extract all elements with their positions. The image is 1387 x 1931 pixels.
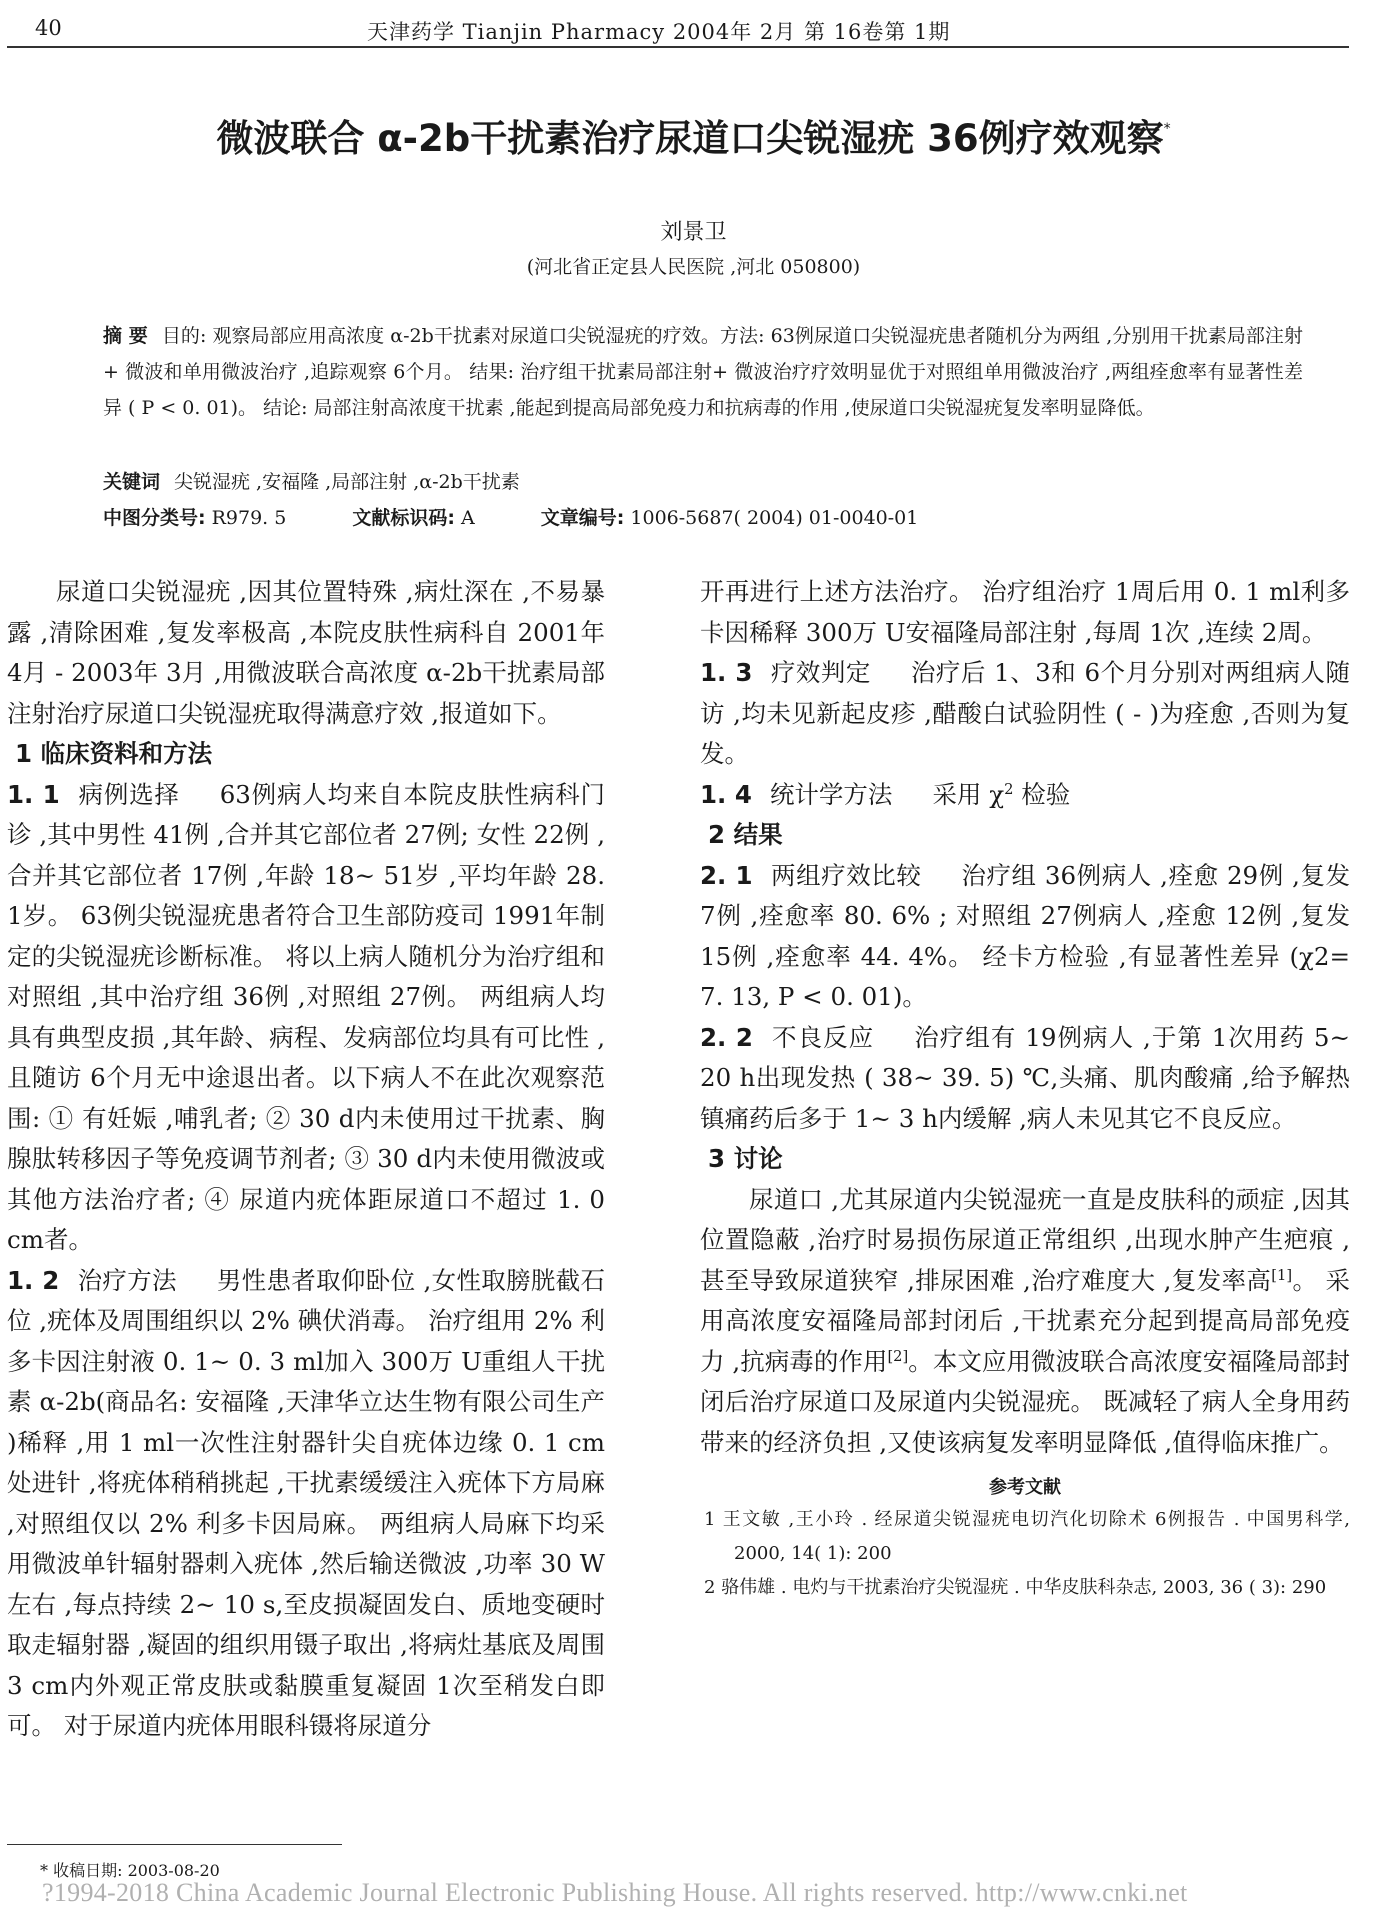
- subsection-number: 1. 3: [700, 658, 753, 687]
- author: 刘景卫: [660, 220, 727, 245]
- subsection-text: 采用 χ: [932, 779, 1005, 809]
- reference-item: 1 王文敏 ,王小玲 . 经尿道尖锐湿疣电切汽化切除术 6例报告 . 中国男科学, 2000, 14( 1): 200: [704, 1509, 1350, 1564]
- subsection-title: 两组疗效比较: [770, 860, 922, 890]
- article-title-text: 微波联合 α-2b干扰素治疗尿道口尖锐湿疣 36例疗效观察: [216, 117, 1164, 160]
- subsection-text: 治疗后 1、3和 6个月分别对两组病人随访 ,均未见新起皮疹 ,醋酸白试验阴性 ( - )为痊愈 ,否则为复发。: [700, 658, 1350, 768]
- subsection-title: 治疗方法: [77, 1265, 177, 1295]
- keywords-label: 关键词: [103, 471, 161, 493]
- body-column-left: [7, 572, 605, 1747]
- subsection-number: 1. 1: [7, 779, 60, 809]
- keywords: [103, 464, 1303, 500]
- section-3-heading: 3 讨论: [708, 1144, 783, 1173]
- journal-line: 天津药学 Tianjin Pharmacy 2004年 2月 第 16卷第 1期: [367, 20, 951, 44]
- article-title: [0, 108, 1387, 162]
- clc-value: R979. 5: [211, 507, 287, 529]
- title-footnote-mark: *: [1163, 121, 1171, 137]
- article-number-value: 1006-5687( 2004) 01-0040-01: [630, 507, 919, 529]
- subsection-2-1: [700, 856, 1350, 1018]
- discussion-text: 尿道口 ,尤其尿道内尖锐湿疣一直是皮肤科的顽症 ,因其位置隐蔽 ,治疗时易损伤尿道正常组织 ,出现水肿产生疤痕 ,甚至导致尿道狭窄 ,排尿困难 ,治疗难度大 ,复发率高: [700, 1184, 1350, 1295]
- footnote: * 收稿日期: 2003-08-20: [40, 1861, 220, 1880]
- doc-code-value: A: [461, 507, 475, 529]
- subsection-text: 治疗组 36例病人 ,痊愈 29例 ,复发 7例 ,痊愈率 80. 6% ; 对照组 27例病人 ,痊愈 12例 ,复发 15例 ,痊愈率 44. 4%。 经卡方检验 ,有显著性差异 (χ2= 7. 13, P < 0. 01)。: [700, 860, 1351, 1011]
- running-header: [7, 8, 1349, 48]
- subsection-2-2: [700, 1018, 1350, 1140]
- footnote-divider: [7, 1844, 342, 1845]
- keywords-text: 尖锐湿疣 ,安福隆 ,局部注射 ,α-2b干扰素: [174, 471, 520, 493]
- abstract-label: 摘 要: [103, 325, 148, 347]
- abstract-text: 目的: 观察局部应用高浓度 α-2b干扰素对尿道口尖锐湿疣的疗效。方法: 63例尿道口尖锐湿疣患者随机分为两组 ,分别用干扰素局部注射+ 微波和单用微波治疗 ,追踪观察 6个月。 结果: 治疗组干扰素局部注射+ 微波治疗疗效明显优于对照组单用微波治疗 ,两组痊愈率有显著性差异 ( P < 0. 01)。 结论: 局部注射高浓度干扰素 ,能起到提高局部免疫力和抗病毒的作用 ,使尿道口尖锐湿疣复发率明显降低。: [103, 325, 1303, 419]
- affiliation: (河北省正定县人民医院 ,河北 050800): [526, 256, 861, 278]
- subsection-text: 治疗组有 19例病人 ,于第 1次用药 5~ 20 h出现发热 ( 38~ 39. 5) ℃,头痛、肌肉酸痛 ,给予解热镇痛药后多于 1~ 3 h内缓解 ,病人未见其它不良反应。: [700, 1022, 1350, 1133]
- subsection-title: 统计学方法: [769, 779, 893, 809]
- subsection-number: 2. 2: [700, 1022, 753, 1052]
- chi-square-superscript: 2: [1004, 780, 1014, 798]
- clc-label: 中图分类号:: [103, 507, 206, 529]
- subsection-title: 疗效判定: [770, 658, 871, 687]
- reference-item: 2 骆伟雄 . 电灼与干扰素治疗尖锐湿疣 . 中华皮肤科杂志, 2003, 36 ( 3): 290: [704, 1577, 1327, 1598]
- section-1-heading: 1 临床资料和方法: [15, 739, 213, 768]
- discussion-text: 。 采用高浓度安福隆局部封闭后 ,干扰素充分起到提高局部免疫力 ,抗病毒的作用: [700, 1265, 1350, 1376]
- subsection-number: 1. 4: [700, 779, 752, 809]
- classification-line: [103, 503, 1303, 530]
- subsection-1-1: [7, 775, 605, 1261]
- subsection-text: 男性患者取仰卧位 ,女性取膀胱截石位 ,疣体及周围组织以 2% 碘伏消毒。 治疗组用 2% 利多卡因注射液 0. 1~ 0. 3 ml加入 300万 U重组人干扰素 α-2b(商品名: 安福隆 ,天津华立达生物有限公司生产 )稀释 ,用 1 ml一次性注射器针尖自疣体边缘 0. 1 cm处进针 ,将疣体稍稍挑起 ,干扰素缓缓注入疣体下方局麻 ,对照组仅以 2% 利多卡因局麻。 两组病人局麻下均采用微波单针辐射器刺入疣体 ,然后输送微波 ,功率 30 W左右 ,每点持续 2~ 10 s,至皮损凝固发白、质地变硬时取走辐射器 ,凝固的组织用镊子取出 ,将病灶基底及周围 3 cm内外观正常皮肤或黏膜重复凝固 1次至稍发白即可。 对于尿道内疣体用眼科镊将尿道分: [7, 1265, 605, 1740]
- citation-2[interactable]: [2]: [887, 1347, 909, 1365]
- subsection-number: 2. 1: [700, 860, 753, 890]
- subsection-title: 病例选择: [77, 779, 180, 809]
- discussion-text: 。本文应用微波联合高浓度安福隆局部封闭后治疗尿道口及尿道内尖锐湿疣。 既减轻了病人全身用药带来的经济负担 ,又使该病复发率明显降低 ,值得临床推广。: [700, 1346, 1351, 1457]
- subsection-text-end: 检验: [1013, 779, 1071, 809]
- subsection-1-2-continued: 开再进行上述方法治疗。 治疗组治疗 1周后用 0. 1 ml利多卡因稀释 300万 U安福隆局部注射 ,每周 1次 ,连续 2周。: [700, 577, 1350, 647]
- references-heading: 参考文献: [989, 1477, 1061, 1498]
- doc-code-label: 文献标识码:: [352, 507, 456, 529]
- abstract: [103, 318, 1303, 426]
- discussion-paragraph: [700, 1180, 1350, 1464]
- copyright-watermark: ?1994-2018 China Academic Journal Electronic Publishing House. All rights reserved. http://www.cnki.net: [42, 1878, 1188, 1907]
- citation-1[interactable]: [1]: [1271, 1266, 1293, 1284]
- body-column-right: [700, 572, 1350, 1605]
- page-number: 40: [35, 16, 62, 40]
- subsection-1-4: [700, 775, 1350, 816]
- subsection-1-3: [700, 653, 1350, 775]
- subsection-number: 1. 2: [7, 1265, 60, 1295]
- article-number-label: 文章编号:: [540, 507, 625, 529]
- subsection-title: 不良反应: [770, 1022, 875, 1052]
- subsection-text: 63例病人均来自本院皮肤性病科门诊 ,其中男性 41例 ,合并其它部位者 27例; 女性 22例 ,合并其它部位者 17例 ,年龄 18~ 51岁 ,平均年龄 28. 1岁。 63例尖锐湿疣患者符合卫生部防疫司 1991年制定的尖锐湿疣诊断标准。 将以上病人随机分为治疗组和对照组 ,其中治疗组 36例 ,对照组 27例。 两组病人均具有典型皮损 ,其年龄、病程、发病部位均具有可比性 ,且随访 6个月无中途退出者。以下病人不在此次观察范围: ① 有妊娠 ,哺乳者; ② 30 d内未使用过干扰素、胸腺肽转移因子等免疫调节剂者; ③ 30 d内未使用微波或其他方法治疗者; ④ 尿道内疣体距尿道口不超过 1. 0 cm者。: [7, 779, 605, 1254]
- intro-paragraph: 尿道口尖锐湿疣 ,因其位置特殊 ,病灶深在 ,不易暴露 ,清除困难 ,复发率极高 ,本院皮肤性病科自 2001年 4月 - 2003年 3月 ,用微波联合高浓度 α-2b干扰素局部注射治疗尿道口尖锐湿疣取得满意疗效 ,报道如下。: [7, 577, 605, 728]
- subsection-1-2: [7, 1261, 605, 1747]
- section-2-heading: 2 结果: [708, 820, 783, 849]
